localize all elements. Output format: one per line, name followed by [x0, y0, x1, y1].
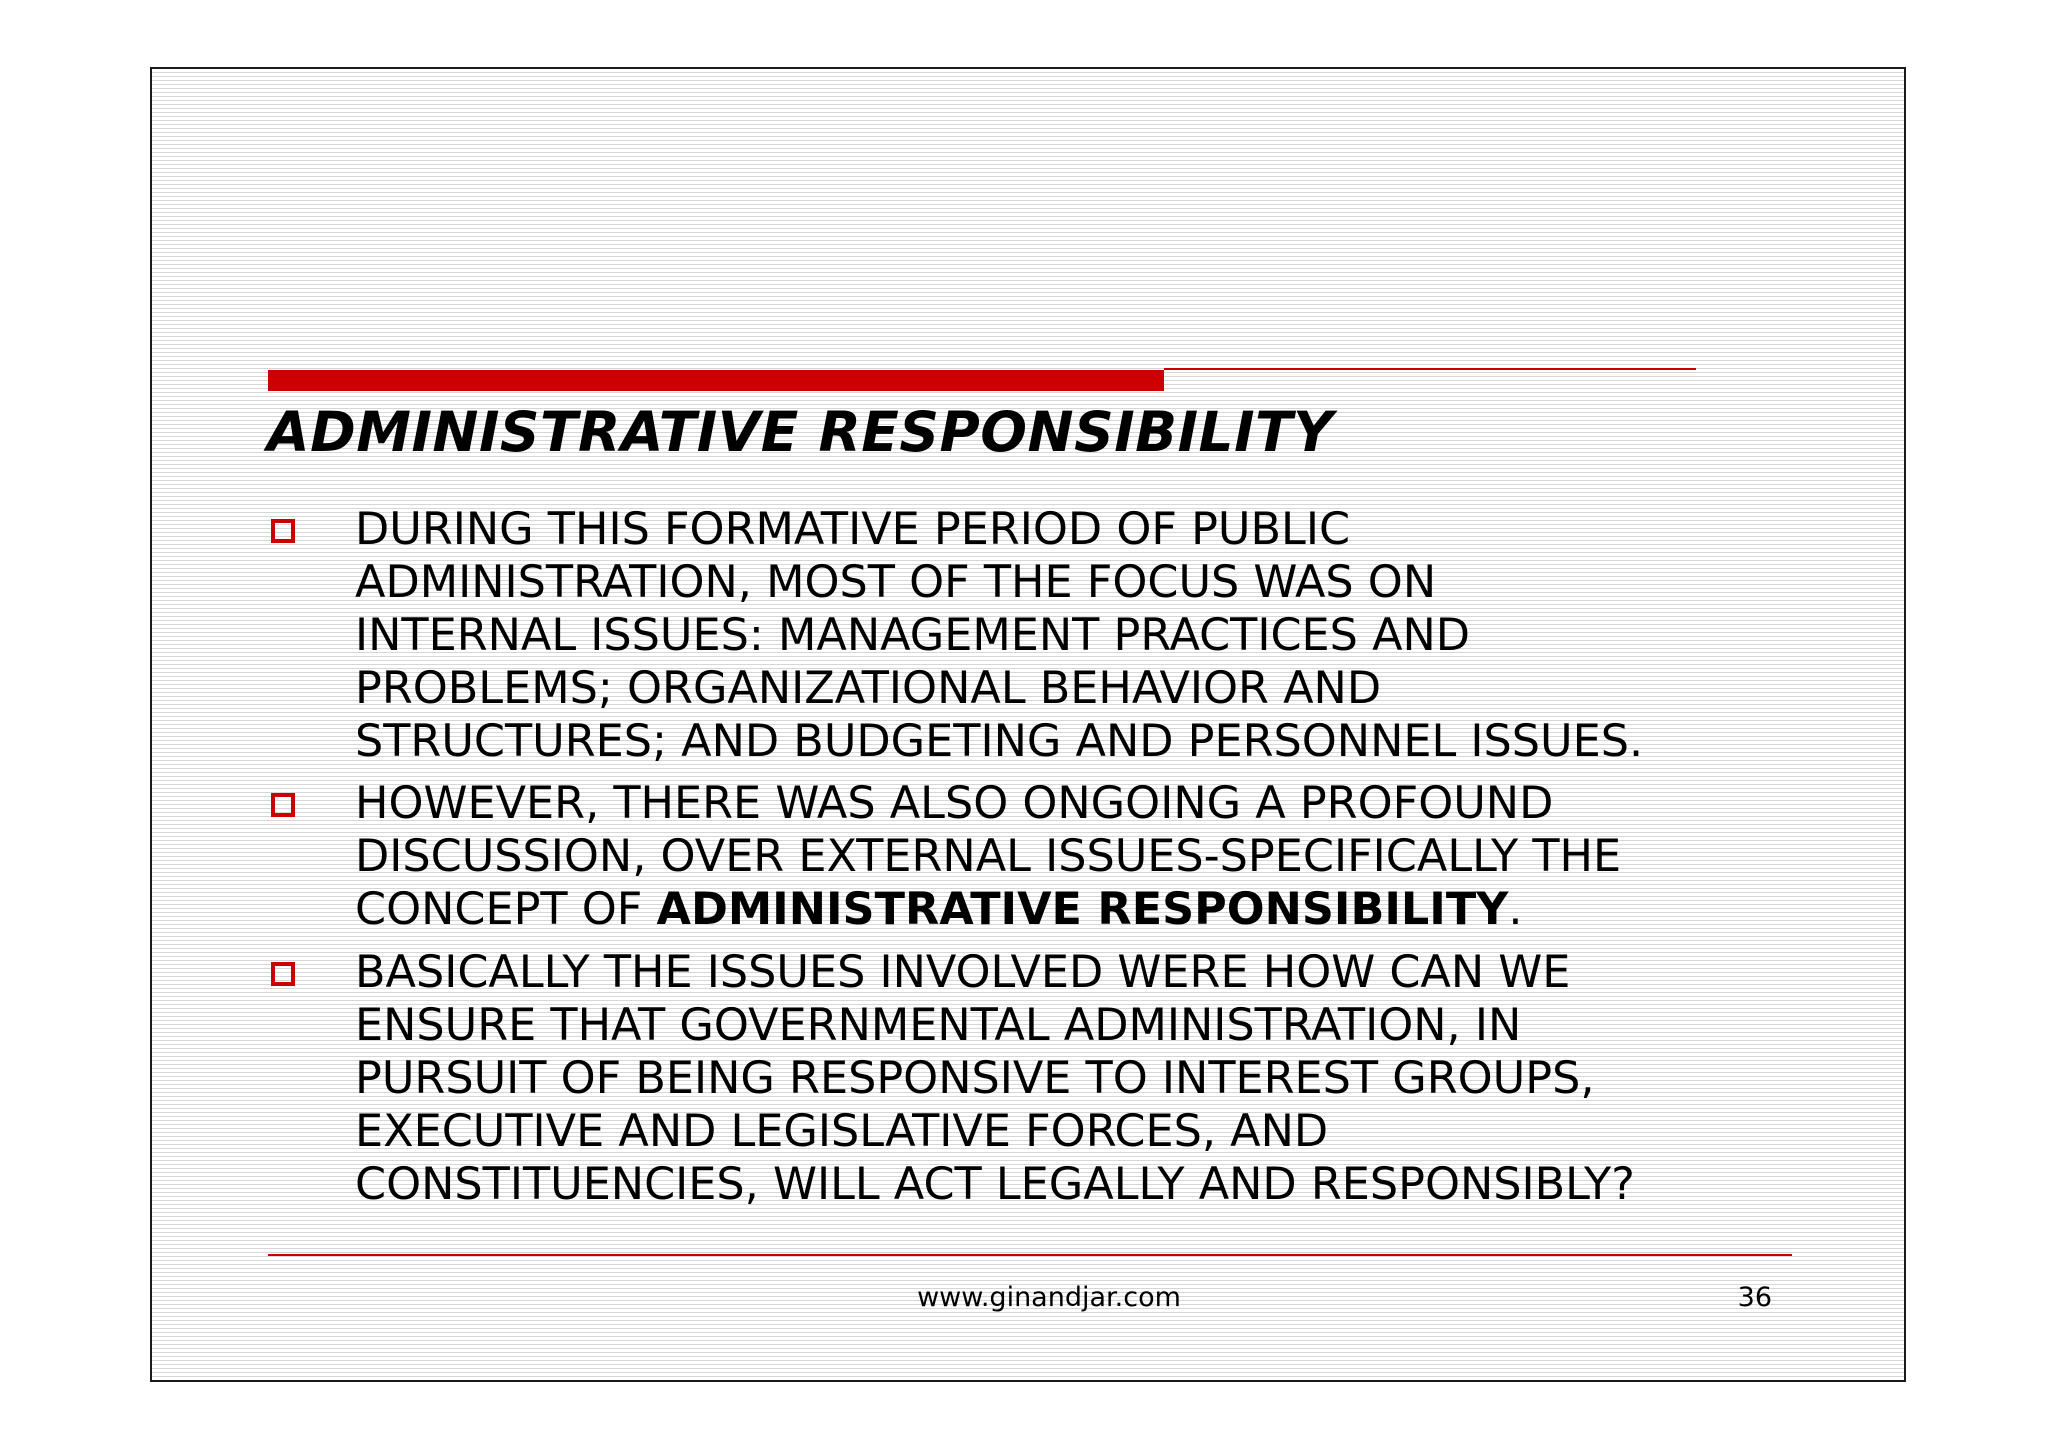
bullet-line: EXECUTIVE AND LEGISLATIVE FORCES, AND	[355, 1106, 1329, 1157]
footer-divider	[268, 1254, 1792, 1256]
page-number: 36	[1737, 1282, 1772, 1313]
bullet-line: STRUCTURES; AND BUDGETING AND PERSONNEL ISSUES.	[355, 716, 1644, 767]
bullet-line: CONSTITUENCIES, WILL ACT LEGALLY AND RESPONSIBLY?	[355, 1159, 1635, 1210]
bullet-line: BASICALLY THE ISSUES INVOLVED WERE HOW CAN WE	[355, 947, 1571, 998]
hollow-square-bullet-icon	[271, 962, 295, 986]
bullet-line-suffix: .	[1508, 884, 1523, 935]
bullet-line: ADMINISTRATION, MOST OF THE FOCUS WAS ON	[355, 557, 1437, 608]
bullet-list	[267, 503, 1797, 1211]
bullet-text	[355, 503, 1797, 768]
bullet-line-emphasis: ADMINISTRATIVE RESPONSIBILITY	[656, 884, 1509, 935]
bullet-text	[355, 946, 1797, 1211]
bullet-line	[355, 883, 1797, 936]
footer-url: www.ginandjar.com	[917, 1282, 1181, 1313]
bullet-line: ENSURE THAT GOVERNMENTAL ADMINISTRATION, IN	[355, 1000, 1522, 1051]
bullet-line: PURSUIT OF BEING RESPONSIVE TO INTEREST GROUPS,	[355, 1053, 1595, 1104]
bullet-line: HOWEVER, THERE WAS ALSO ONGOING A PROFOUND	[355, 778, 1554, 829]
bullet-item	[267, 946, 1797, 1211]
bullet-line: DISCUSSION, OVER EXTERNAL ISSUES-SPECIFICALLY THE	[355, 831, 1622, 882]
title-accent-line	[1164, 368, 1696, 370]
slide	[150, 67, 1906, 1382]
bullet-text	[355, 777, 1797, 936]
bullet-item	[267, 777, 1797, 936]
bullet-line: INTERNAL ISSUES: MANAGEMENT PRACTICES AND	[355, 610, 1471, 661]
hollow-square-bullet-icon	[271, 793, 295, 817]
bullet-line-prefix: CONCEPT OF	[355, 884, 657, 935]
bullet-line: PROBLEMS; ORGANIZATIONAL BEHAVIOR AND	[355, 663, 1382, 714]
slide-title: ADMINISTRATIVE RESPONSIBILITY	[267, 400, 1334, 464]
title-accent-bar	[268, 370, 1164, 391]
bullet-line: DURING THIS FORMATIVE PERIOD OF PUBLIC	[355, 504, 1351, 555]
hollow-square-bullet-icon	[271, 519, 295, 543]
bullet-item	[267, 503, 1797, 768]
